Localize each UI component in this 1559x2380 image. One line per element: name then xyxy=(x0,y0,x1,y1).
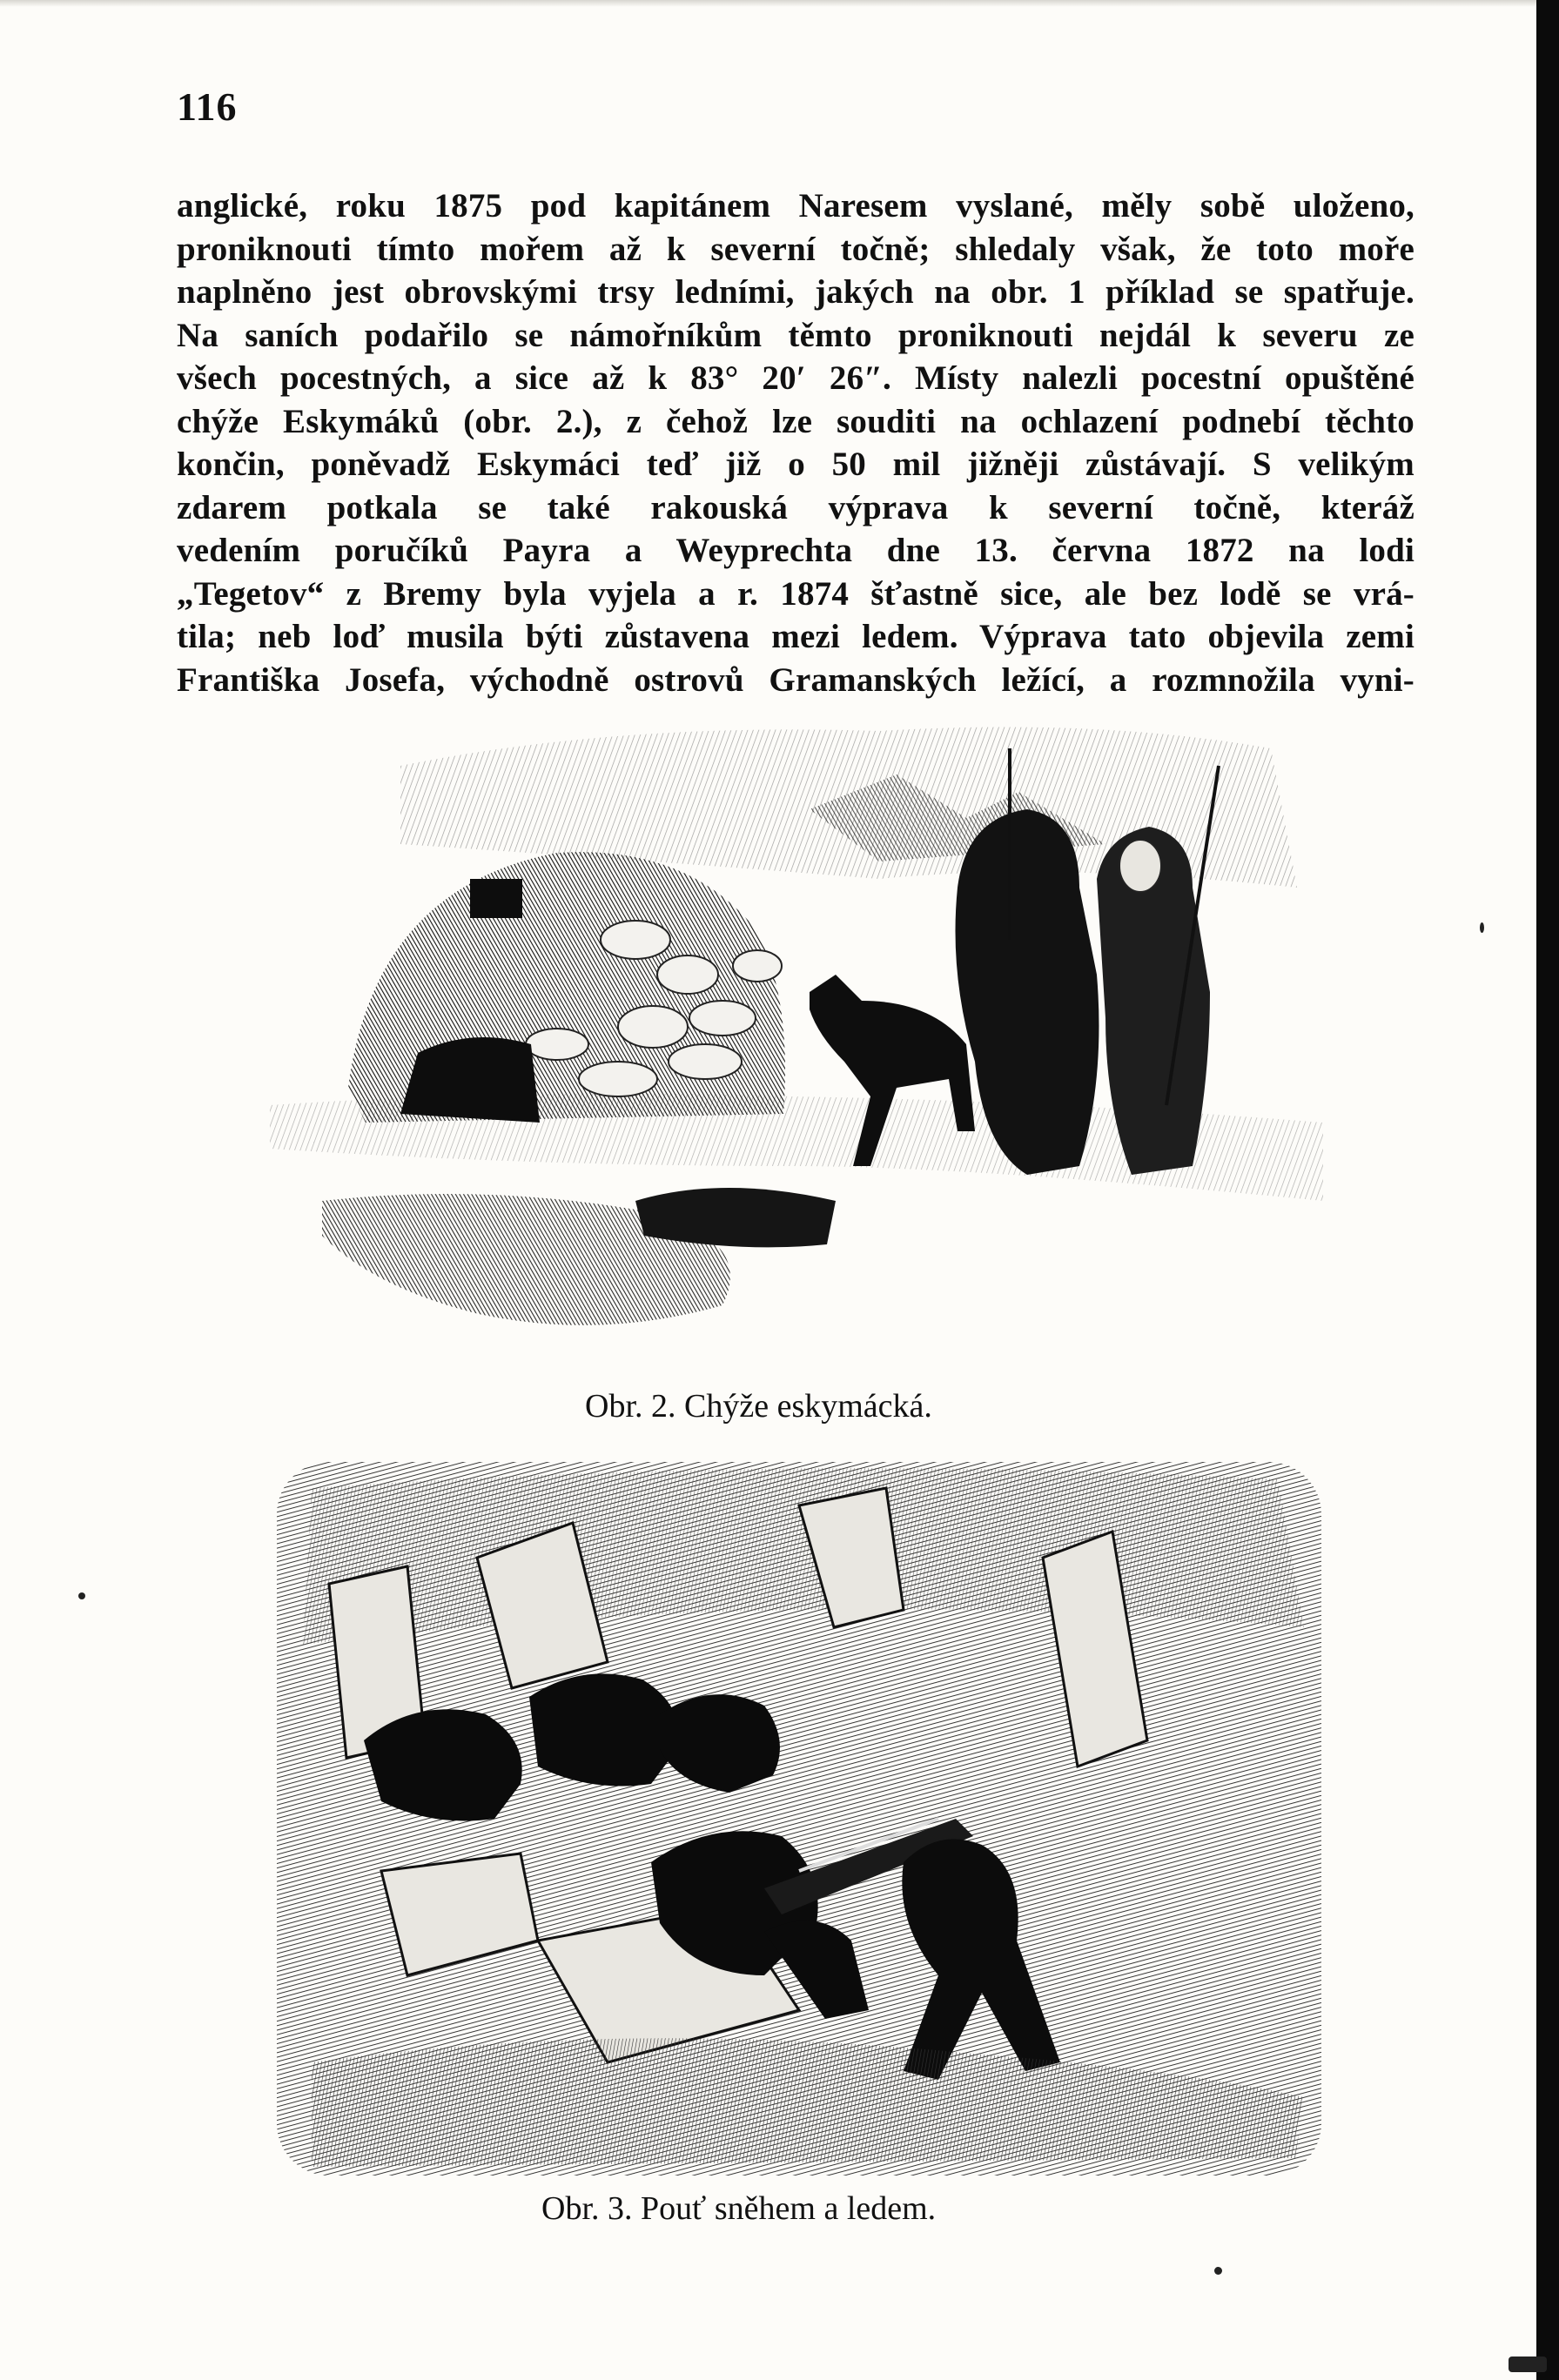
text-line: „Tegetov“ z Bremy byla vyjela a r. 1874 šťastně sice, ale bez lodě se vrá- xyxy=(177,574,1415,613)
page-top-edge xyxy=(0,0,1559,7)
text-line: naplněno jest obrovskými trsy ledními, jakých na obr. 1 příklad se spatřuje. xyxy=(177,273,1415,311)
scan-speck xyxy=(1480,922,1484,933)
text-line: tila; neb loď musila býti zůstavena mezi ledem. Výprava tato objevila zemi xyxy=(177,618,1415,655)
snow-and-ice-journey-engraving xyxy=(277,1453,1321,2184)
text-line: anglické, roku 1875 pod kapitánem Naresem vyslané, měly sobě uloženo, xyxy=(177,187,1415,225)
scan-speck xyxy=(1214,2267,1222,2275)
scan-speck xyxy=(78,1592,85,1599)
eskimo-hut-engraving xyxy=(270,714,1323,1340)
scan-border xyxy=(1536,0,1559,2380)
text-line: Na saních podařilo se námořníkům těmto proniknouti nejdál k severu ze xyxy=(177,316,1415,354)
text-line: chýže Eskymáků (obr. 2.), z čehož lze souditi na ochlazení podnebí těchto xyxy=(177,402,1415,440)
figure-3-caption: Obr. 3. Pouť sněhem a ledem. xyxy=(541,2190,937,2227)
text-line: vedením poručíků Payra a Weyprechta dne 13. června 1872 na lodi xyxy=(177,532,1415,569)
text-line: všech pocestných, a sice až k 83° 20′ 26″. Místy nalezli pocestní opuštěné xyxy=(177,359,1415,397)
scan-speck xyxy=(1509,2357,1547,2372)
text-line: Františka Josefa, východně ostrovů Gramanských ležící, a rozmnožila vyni- xyxy=(177,660,1415,699)
body-paragraph xyxy=(177,184,1415,701)
text-line: končin, poněvadž Eskymáci teď již o 50 mil jižněji zůstávají. S velikým xyxy=(177,446,1415,483)
figure-2-caption: Obr. 2. Chýže eskymácká. xyxy=(585,1388,932,1425)
text-line: zdarem potkala se také rakouská výprava k severní točně, kteráž xyxy=(177,488,1415,526)
page-number: 116 xyxy=(177,84,238,129)
text-line: proniknouti tímto mořem až k severní točně; shledaly však, že toto moře xyxy=(177,230,1415,268)
